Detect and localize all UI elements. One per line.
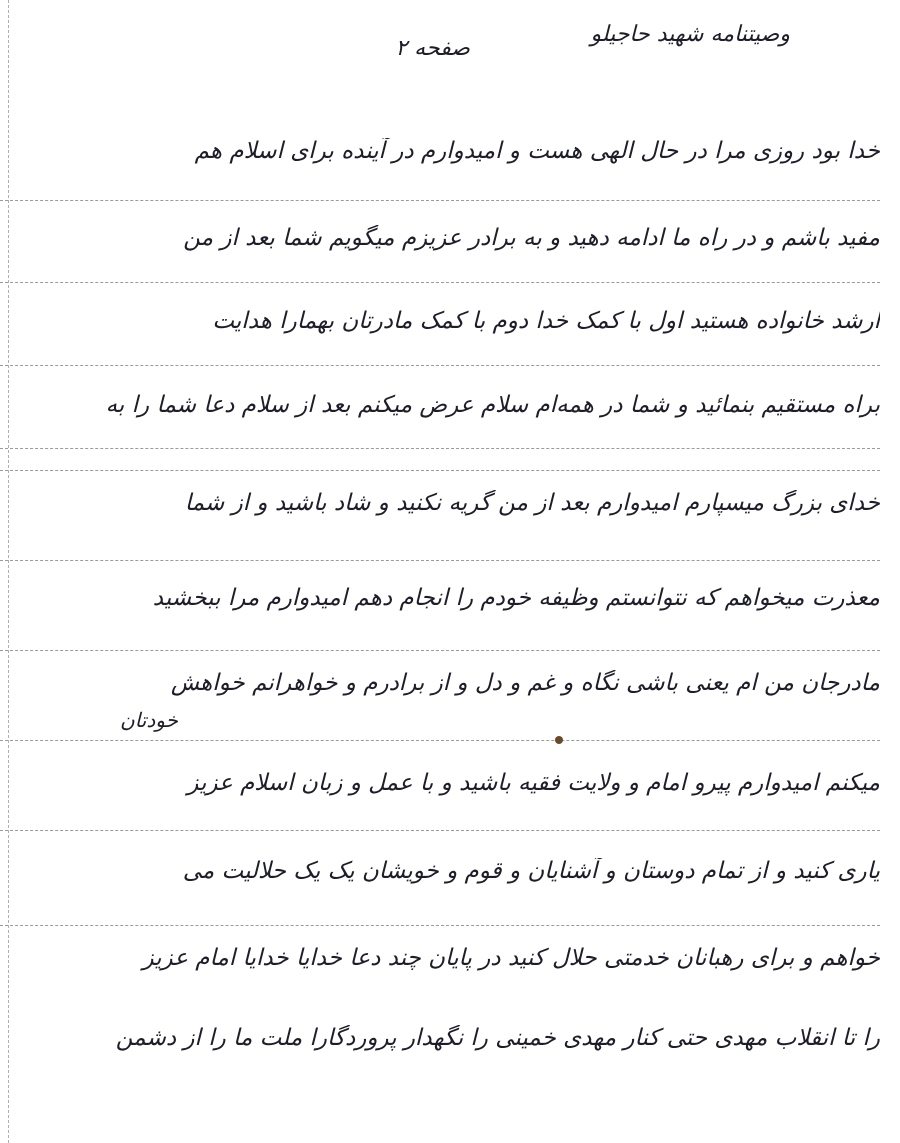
text-line: مادرجان من ام یعنی باشی نگاه و غم و دل و از برادرم و خواهرانم خواهش bbox=[170, 670, 880, 696]
ink-spot bbox=[555, 736, 563, 744]
ruled-line bbox=[0, 365, 880, 366]
ruled-line bbox=[0, 740, 880, 741]
page-label: صفحه ۲ bbox=[395, 36, 470, 61]
document-title: وصیتنامه شهید حاجیلو bbox=[590, 22, 790, 47]
text-line: خدای بزرگ میسپارم امیدوارم بعد از من گریه نکنید و شاد باشید و از شما bbox=[184, 490, 880, 516]
ruled-line bbox=[0, 830, 880, 831]
ruled-line bbox=[0, 560, 880, 561]
ruled-line bbox=[0, 650, 880, 651]
ruled-line bbox=[0, 282, 880, 283]
text-line: براه مستقیم بنمائید و شما در همه‌ام سلام عرض میکنم بعد از سلام دعا شما را به bbox=[105, 392, 880, 418]
margin-annotation: خودتان bbox=[120, 708, 178, 732]
ruled-line bbox=[0, 448, 880, 449]
text-line: ارشد خانواده هستید اول با کمک خدا دوم با کمک مادرتان بهمارا هدایت bbox=[212, 308, 880, 334]
text-line: خدا بود روزی مرا در حال الهی هست و امیدوارم در آینده برای اسلام هم bbox=[194, 138, 880, 164]
text-line: معذرت میخواهم که نتوانستم وظیفه خودم را انجام دهم امیدوارم مرا ببخشید bbox=[152, 585, 880, 611]
ruled-line bbox=[0, 200, 880, 201]
text-line: یاری کنید و از تمام دوستان و آشنایان و قوم و خویشان یک یک حلالیت می bbox=[182, 858, 880, 884]
text-line: مفید باشم و در راه ما ادامه دهید و به برادر عزیزم میگویم شما بعد از من bbox=[183, 225, 880, 251]
text-line: را تا انقلاب مهدی حتی کنار مهدی خمینی را نگهدار پروردگارا ملت ما را از دشمن bbox=[115, 1025, 880, 1051]
ruled-line bbox=[0, 925, 880, 926]
text-line: میکنم امیدوارم پیرو امام و ولایت فقیه باشید و با عمل و زبان اسلام عزیز bbox=[187, 770, 880, 796]
text-line: خواهم و برای رهبانان خدمتی حلال کنید در پایان چند دعا خدایا خدایا امام عزیز bbox=[142, 945, 880, 971]
margin-line bbox=[8, 0, 9, 1143]
ruled-line bbox=[0, 470, 880, 471]
